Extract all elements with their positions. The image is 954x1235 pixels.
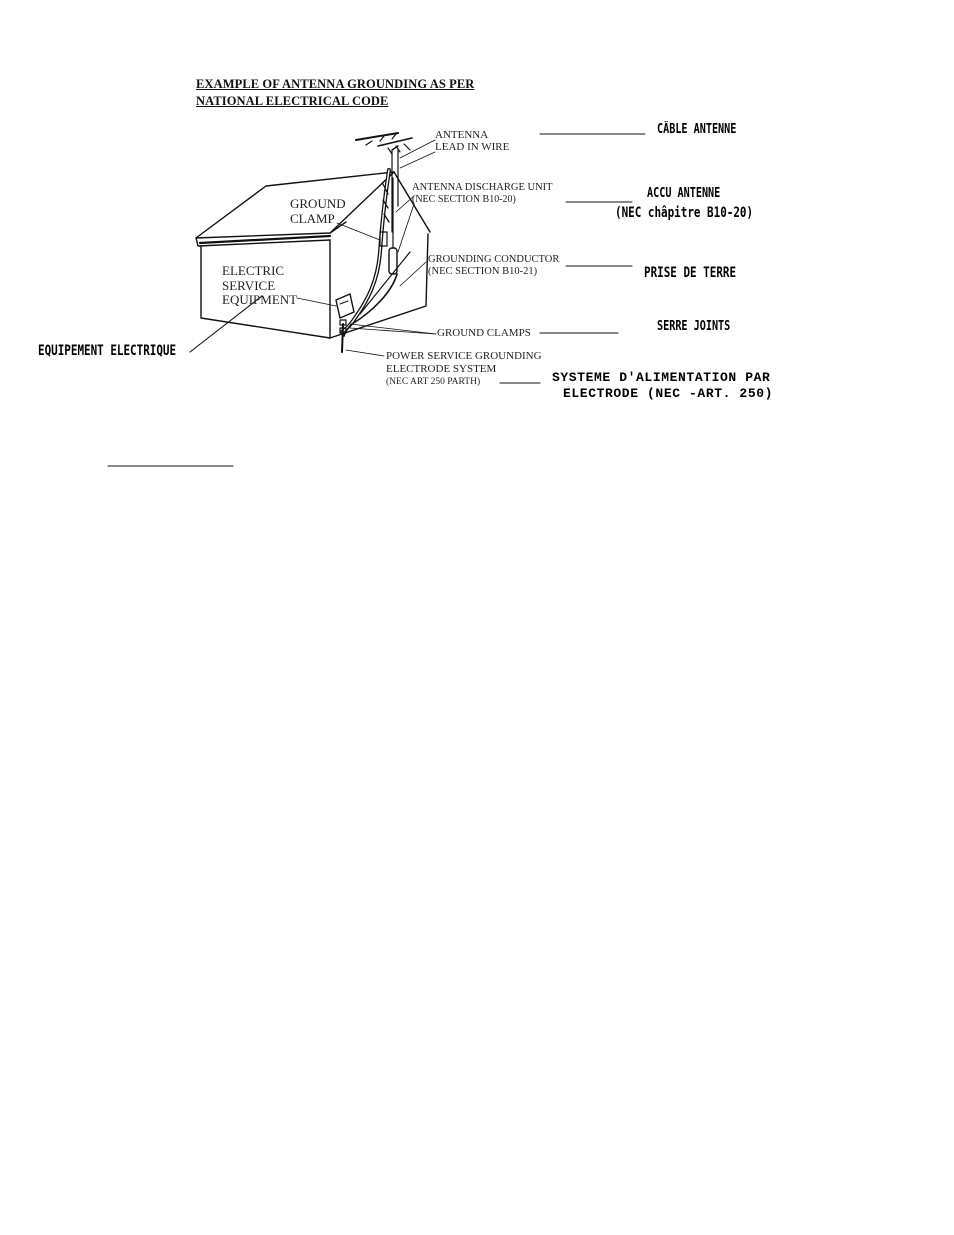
label-ground-clamp: GROUND [290,196,346,211]
fr-electrode-nec: ELECTRODE (NEC -ART. 250) [563,386,774,401]
label-grounding-nec: (NEC SECTION B10-21) [428,266,538,277]
label-discharge-nec: (NEC SECTION B10-20) [412,194,516,205]
fr-serre-joints: SERRE JOINTS [657,319,731,334]
diagram-title-line1: EXAMPLE OF ANTENNA GROUNDING AS PER [196,77,475,91]
label-antenna: ANTENNA [435,129,489,141]
fr-systeme-alimentation: SYSTEME D'ALIMENTATION PAR [552,370,771,385]
label-power-service: POWER SERVICE GROUNDING [386,350,542,362]
fr-accu-antenne: ACCU ANTENNE [647,186,721,201]
label-antenna-discharge-unit: ANTENNA DISCHARGE UNIT [412,182,553,193]
label-electric: ELECTRIC [222,263,285,278]
label-lead-in-wire: LEAD IN WIRE [435,141,510,153]
label-equipment: EQUIPMENT [222,292,298,307]
label-service: SERVICE [222,277,276,293]
diagram-title-line2: NATIONAL ELECTRICAL CODE [196,94,389,108]
fr-cable-antenne: CÄBLE ANTENNE [657,122,737,137]
fr-nec-chapitre: (NEC châpitre B10-20) [615,205,754,221]
fr-equipement-electrique: EQUIPEMENT ELECTRIQUE [38,343,177,359]
label-clamp: CLAMP [290,211,335,226]
label-nec-art-250: (NEC ART 250 PARTH) [386,377,481,387]
fr-prise-de-terre: PRISE DE TERRE [644,265,737,281]
electric-service-box [336,294,354,318]
label-grounding-conductor: GROUNDING CONDUCTOR [428,254,560,265]
label-ground-clamps: GROUND CLAMPS [437,327,531,339]
label-electrode-system: ELECTRODE SYSTEM [386,363,497,375]
